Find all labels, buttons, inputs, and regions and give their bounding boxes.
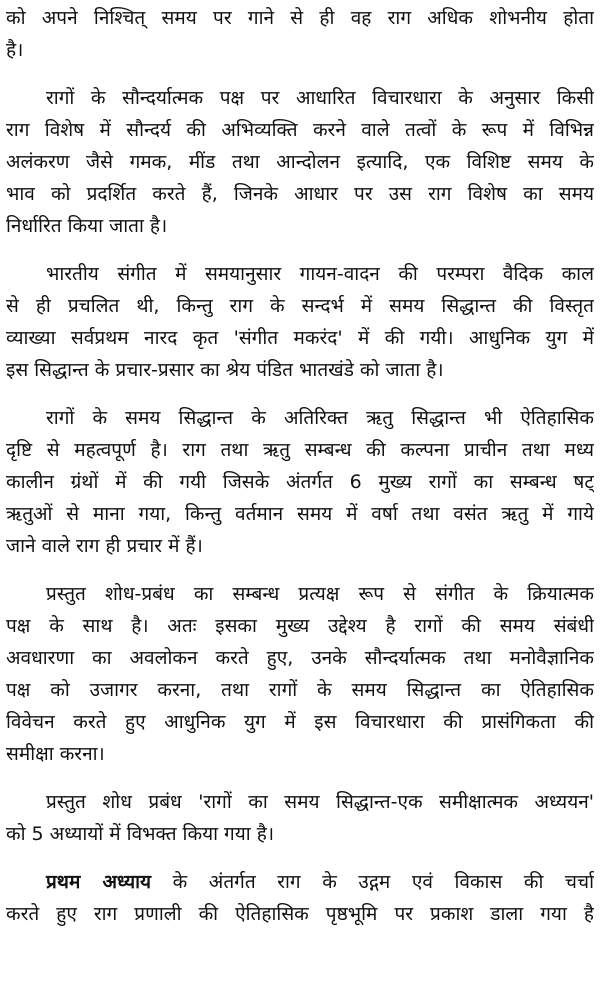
text-line: प्रस्तुत शोध प्रबंध 'रागों का समय सिद्धान्त-एक समीक्षात्मक अध्ययन'	[46, 791, 594, 813]
text-line: निर्धारित किया जाता है।	[6, 215, 168, 237]
text-line: को अपने निश्चित् समय पर गाने से ही वह राग अधिक शोभनीय होता	[6, 7, 594, 29]
paragraph	[6, 402, 594, 562]
paragraph	[6, 2, 594, 66]
text-line: समीक्षा करना।	[6, 743, 105, 765]
text-line: व्याख्या सर्वप्रथम नारद कृत 'संगीत मकरंद' में की गयी। आधुनिक युग में	[6, 327, 594, 349]
text-line: को 5 अध्यायों में विभक्त किया गया है।	[6, 823, 275, 845]
text-line: पक्ष को उजागर करना, तथा रागों के समय सिद्धान्त का ऐतिहासिक	[6, 679, 594, 701]
paragraph	[6, 82, 594, 242]
text-line: भाव को प्रदर्शित करते हैं, जिनके आधार पर उस राग विशेष का समय	[6, 183, 594, 205]
text-line: प्रस्तुत शोध-प्रबंध का सम्बन्ध प्रत्यक्ष रूप से संगीत के क्रियात्मक	[46, 583, 594, 605]
paragraph-first-chapter	[6, 866, 594, 930]
text-line: रागों के सौन्दर्यात्मक पक्ष पर आधारित विचारधारा के अनुसार किसी	[46, 87, 594, 109]
text-line: भारतीय संगीत में समयानुसार गायन-वादन की परम्परा वैदिक काल	[46, 263, 594, 285]
text-line	[6, 866, 594, 898]
text-line: अलंकरण जैसे गमक, मींड तथा आन्दोलन इत्यादि, एक विशिष्ट समय के	[6, 151, 594, 173]
paragraph	[6, 258, 594, 386]
text-line: करते हुए राग प्रणाली की ऐतिहासिक पृष्ठभूमि पर प्रकाश डाला गया है	[6, 903, 594, 925]
chapter-heading-inline: प्रथम अध्याय	[46, 871, 152, 893]
text-line: पक्ष के साथ है। अतः इसका मुख्य उद्देश्य है रागों की समय संबंधी	[6, 615, 594, 637]
text-line: इस सिद्धान्त के प्रचार-प्रसार का श्रेय पंडित भातखंडे को जाता है।	[6, 359, 444, 381]
text-line: रागों के समय सिद्धान्त के अतिरिक्त ऋतु सिद्धान्त भी ऐतिहासिक	[46, 407, 594, 429]
text-line: जाने वाले राग ही प्रचार में हैं।	[6, 535, 203, 557]
text-line: ऋतुओं से माना गया, किन्तु वर्तमान समय में वर्षा तथा वसंत ऋतु में गाये	[6, 503, 594, 525]
paragraph	[6, 786, 594, 850]
text-line: अवधारणा का अवलोकन करते हुए, उनके सौन्दर्यात्मक तथा मनोवैज्ञानिक	[6, 647, 594, 669]
text-line: विवेचन करते हुए आधुनिक युग में इस विचारधारा की प्रासंगिकता की	[6, 711, 594, 733]
text-line: से ही प्रचलित थी, किन्तु राग के सन्दर्भ में समय सिद्धान्त की विस्तृत	[6, 295, 594, 317]
text-line: राग विशेष में सौन्दर्य की अभिव्यक्ति करने वाले तत्वों के रूप में विभिन्न	[6, 119, 594, 141]
text-line: है।	[6, 39, 24, 61]
text-line: दृष्टि से महत्वपूर्ण है। राग तथा ऋतु सम्बन्ध की कल्पना प्राचीन तथा मध्य	[6, 439, 594, 461]
paragraph	[6, 578, 594, 770]
text-span: के अंतर्गत राग के उद्गम एवं विकास की चर्चा	[151, 871, 594, 893]
text-line: कालीन ग्रंथों में की गयी जिसके अंतर्गत 6 मुख्य रागों का सम्बन्ध षट्	[6, 471, 594, 493]
